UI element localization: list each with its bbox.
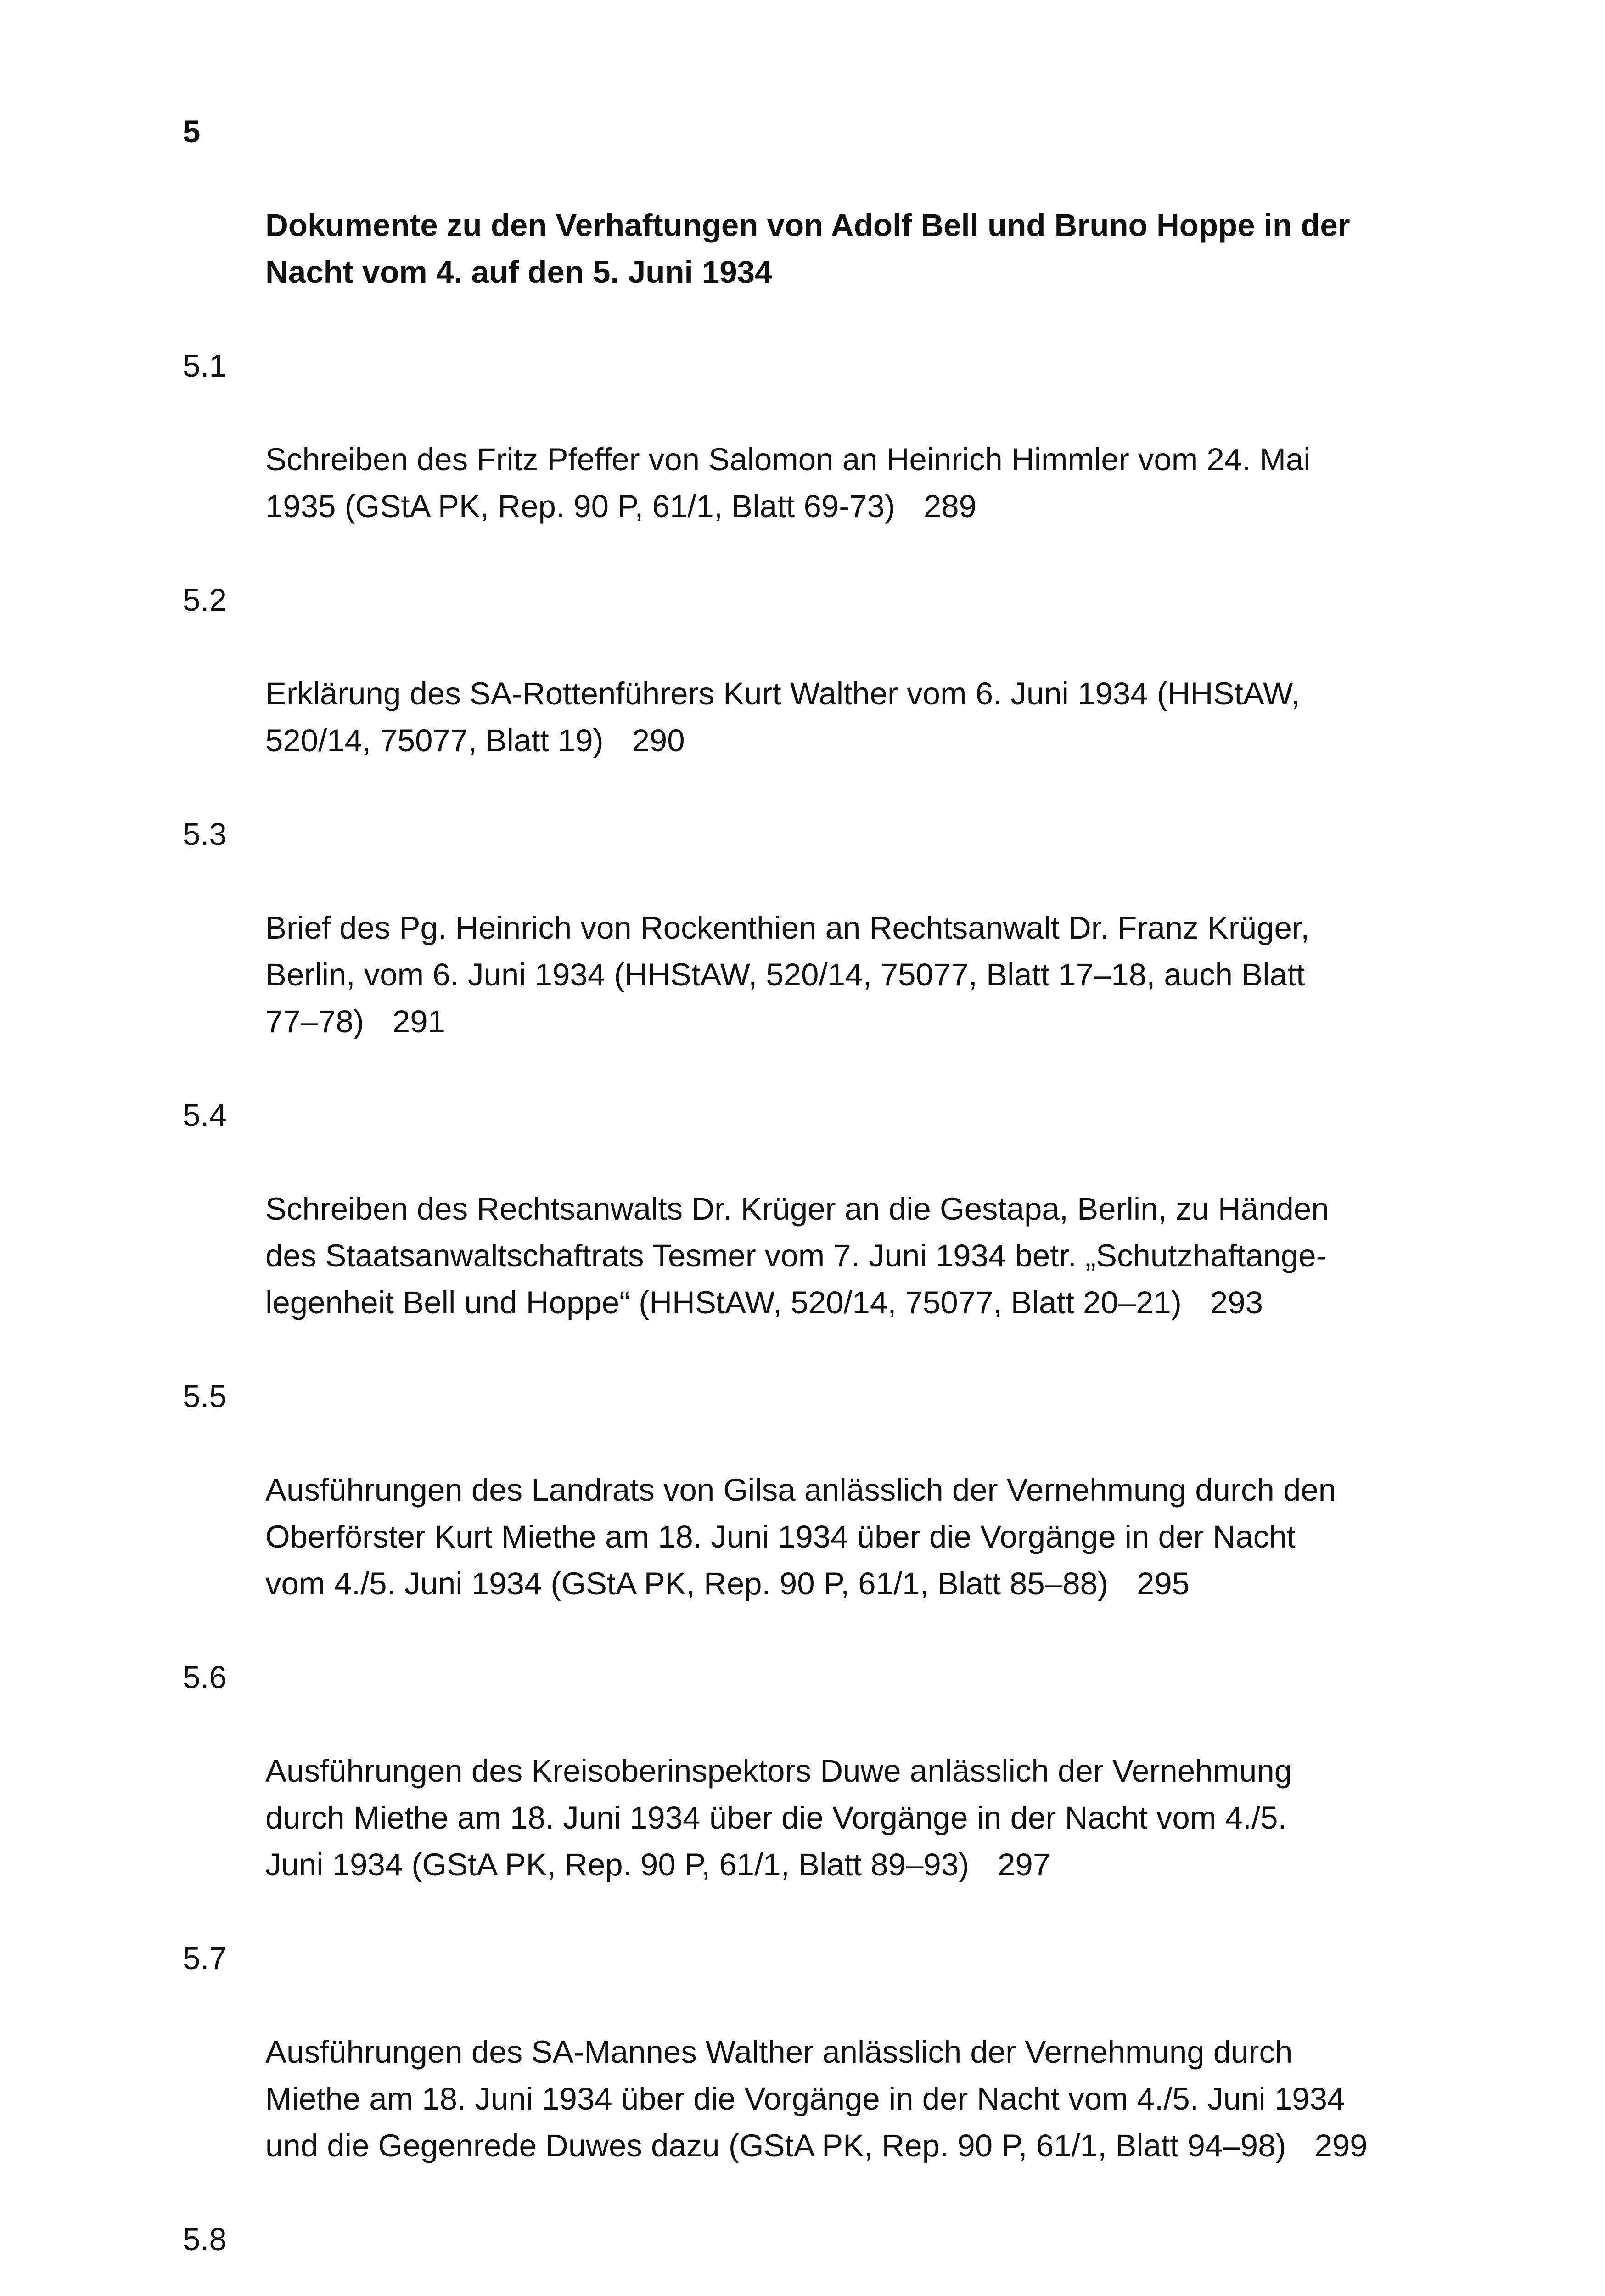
entry-text — [265, 905, 1477, 1045]
toc-section-5 — [183, 108, 1477, 2296]
toc-entry — [183, 577, 1477, 811]
toc-entry — [183, 2216, 1477, 2296]
entry-number: 5.2 — [183, 582, 227, 618]
entry-text — [265, 1467, 1477, 1607]
entry-title: Schreiben des Fritz Pfeffer von Salomon an Heinrich Himmler vom 24. Mai 1935 (GStA PK, Rep. 90 P, 61/1, Blatt 69-73) — [265, 442, 1311, 524]
entry-title: Ausführungen des Landrats von Gilsa anlässlich der Vernehmung durch den Oberförster Kurt Miethe am 18. Juni 1934 über die Vorgänge in der Nacht vom 4./5. Juni 1934 (GStA PK, Rep. 90 P, 61/1, Blatt 85–88) — [265, 1472, 1336, 1601]
entry-title: Schreiben des Rechtsanwalts Dr. Krüger an die Gestapa, Berlin, zu Händen des Staatsanwaltschaftrats Tesmer vom 7. Juni 1934 betr. „Schutzhaftange- legenheit Bell und Hoppe“ (HHStAW, 520/14, 75077, Blatt 20–21) — [265, 1191, 1329, 1320]
entry-number: 5.4 — [183, 1097, 227, 1133]
entry-number: 5.3 — [183, 816, 227, 852]
toc-entry — [183, 1092, 1477, 1373]
entry-text — [265, 1186, 1477, 1326]
entry-title: Brief des Pg. Heinrich von Rockenthien an Rechtsanwalt Dr. Franz Krüger, Berlin, vom 6. Juni 1934 (HHStAW, 520/14, 75077, Blatt 17–18, auch Blatt 77–78) — [265, 910, 1310, 1039]
table-of-contents — [183, 108, 1477, 2296]
entry-text — [265, 1748, 1477, 1888]
section-number: 5 — [183, 114, 201, 149]
section-heading — [183, 108, 1477, 343]
entry-number: 5.8 — [183, 2222, 227, 2257]
toc-entry — [183, 1373, 1477, 1654]
entry-text — [265, 2029, 1477, 2169]
entry-number: 5.5 — [183, 1379, 227, 1414]
entry-page-number: 295 — [1137, 1566, 1190, 1601]
entry-page-number: 293 — [1210, 1285, 1263, 1320]
entry-page-number: 299 — [1314, 2128, 1368, 2163]
entry-title: Ausführungen des SA-Mannes Walther anlässlich der Vernehmung durch Miethe am 18. Juni 1934 über die Vorgänge in der Nacht vom 4./5. Juni 1934 und die Gegenrede Duwes dazu (GStA PK, Rep. 90 P, 61/1, Blatt 94–98) — [265, 2034, 1345, 2163]
entry-text — [265, 670, 1477, 764]
entry-page-number: 289 — [923, 489, 977, 524]
section-title: Dokumente zu den Verhaftungen von Adolf Bell und Bruno Hoppe in der Nacht vom 4. auf den 5. Juni 1934 — [265, 208, 1350, 290]
entry-page-number: 297 — [998, 1847, 1051, 1882]
entry-number: 5.1 — [183, 348, 227, 383]
toc-entry — [183, 1654, 1477, 1935]
entry-number: 5.7 — [183, 1941, 227, 1976]
entry-number: 5.6 — [183, 1660, 227, 1695]
entry-page-number: 290 — [632, 723, 685, 758]
entry-title: Ausführungen des Kreisoberinspektors Duwe anlässlich der Vernehmung durch Miethe am 18. Juni 1934 über die Vorgänge in der Nacht vom 4./5. Juni 1934 (GStA PK, Rep. 90 P, 61/1, Blatt 89–93) — [265, 1753, 1292, 1882]
entry-title: Erklärung des SA-Rottenführers Kurt Walther vom 6. Juni 1934 (HHStAW, 520/14, 75077, Blatt 19) — [265, 676, 1300, 758]
toc-entry — [183, 1935, 1477, 2216]
entry-text — [265, 436, 1477, 530]
toc-entry — [183, 811, 1477, 1092]
toc-entry — [183, 343, 1477, 577]
entry-page-number: 291 — [392, 1004, 445, 1039]
